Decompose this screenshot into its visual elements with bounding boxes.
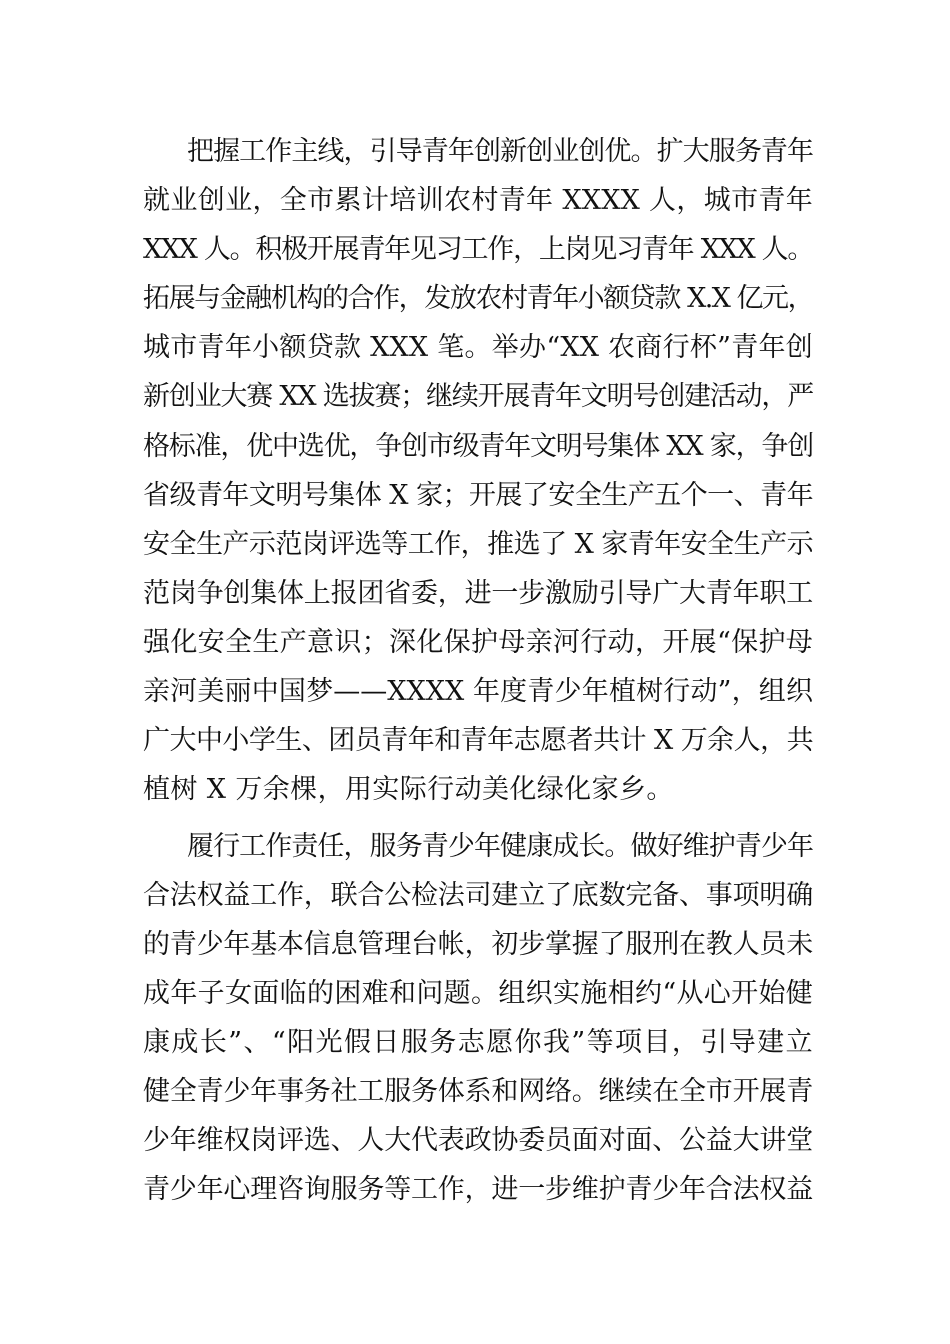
paragraph-1-line-4: 拓展与金融机构的合作，发放农村青年小额贷款 X.X 亿元，	[143, 283, 813, 314]
paragraph-1-line-13: 广大中小学生、团员青年和青年志愿者共计 X 万余人，共	[143, 725, 813, 756]
paragraph-1-line-5: 城市青年小额贷款 XXX 笔。举办“XX 农商行杯”青年创	[143, 332, 813, 363]
paragraph-1-line-14: 植树 X 万余棵，用实际行动美化绿化家乡。	[143, 774, 674, 805]
paragraph-1-line-6: 新创业大赛 XX 选拔赛；继续开展青年文明号创建活动，严	[143, 381, 814, 412]
paragraph-1-line-3: XXX 人。积极开展青年见习工作，上岗见习青年 XXX 人。	[143, 234, 813, 265]
paragraph-2-line-8: 青少年心理咨询服务等工作，进一步维护青少年合法权益	[143, 1174, 813, 1205]
paragraph-2-line-4: 成年子女面临的困难和问题。组织实施相约“从心开始健	[143, 978, 813, 1009]
paragraph-1-line-12: 亲河美丽中国梦——XXXX 年度青少年植树行动”，组织	[143, 676, 813, 707]
paragraph-1-line-9: 安全生产示范岗评选等工作，推选了 X 家青年安全生产示	[143, 529, 813, 560]
paragraph-1-line-1: 把握工作主线，引导青年创新创业创优。扩大服务青年	[187, 136, 813, 167]
paragraph-1-line-8: 省级青年文明号集体 X 家；开展了安全生产五个一、青年	[143, 480, 813, 511]
paragraph-1-line-10: 范岗争创集体上报团省委，进一步激励引导广大青年职工	[143, 578, 813, 609]
paragraph-2-line-5: 康成长”、“阳光假日服务志愿你我”等项目，引导建立	[143, 1027, 813, 1058]
paragraph-2-line-7: 少年维权岗评选、人大代表政协委员面对面、公益大讲堂	[143, 1125, 813, 1156]
paragraph-2-line-6: 健全青少年事务社工服务体系和网络。继续在全市开展青	[143, 1076, 813, 1107]
paragraph-1-line-2: 就业创业，全市累计培训农村青年 XXXX 人，城市青年	[143, 185, 813, 216]
paragraph-1-line-7: 格标准，优中选优，争创市级青年文明号集体 XX 家，争创	[143, 431, 814, 462]
paragraph-2-line-1: 履行工作责任，服务青少年健康成长。做好维护青少年	[187, 831, 813, 862]
paragraph-1-line-11: 强化安全生产意识；深化保护母亲河行动，开展“保护母	[143, 627, 813, 658]
paragraph-2-line-2: 合法权益工作，联合公检法司建立了底数完备、事项明确	[143, 880, 813, 911]
paragraph-2-line-3: 的青少年基本信息管理台帐，初步掌握了服刑在教人员未	[143, 929, 813, 960]
